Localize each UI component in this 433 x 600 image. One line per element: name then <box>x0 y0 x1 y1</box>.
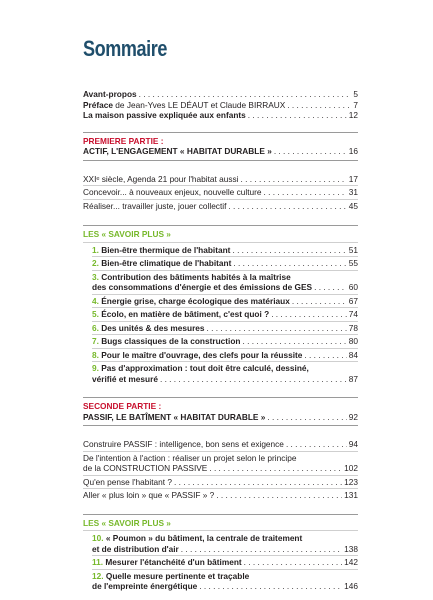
savoir-plus-list <box>83 245 358 385</box>
dot-leader <box>228 201 346 212</box>
toc-entry-xxie-siecle[interactable] <box>83 174 358 185</box>
entry-label-bold: La maison passive expliquée aux enfants <box>83 110 246 120</box>
toc-entry-preface[interactable] <box>83 100 358 111</box>
dot-leader <box>209 463 342 474</box>
entry-label: Réaliser... travailler juste, jouer collectif <box>83 200 227 211</box>
toc-entry-savoir-6[interactable]: 6. Des unités & des mesures . . . 78 <box>92 323 358 334</box>
entry-label: de Jean-Yves LE DÉAUT et Claude BIRRAUX <box>112 99 286 110</box>
dot-leader <box>244 557 343 568</box>
dot-leader <box>286 439 347 450</box>
dot-leader <box>233 258 346 269</box>
toc-entry-construire-passif[interactable]: Construire PASSIF : intelligence, bon sens et exigence . . . 94 <box>83 439 358 450</box>
row-divider <box>92 569 358 570</box>
dot-leader <box>287 100 351 111</box>
dot-leader <box>160 374 347 385</box>
table-of-contents <box>83 89 358 592</box>
savoir-plus-header: LES « SAVOIR PLUS » <box>83 517 171 528</box>
dot-leader <box>181 544 342 555</box>
toc-entry-habitant[interactable]: Qu'en pense l'habitant ? . . . 123 <box>83 477 358 488</box>
savoir-plus-header: LES « SAVOIR PLUS » <box>83 229 171 239</box>
dot-leader <box>271 309 347 320</box>
page-number: 31 <box>348 187 358 197</box>
entry-label: PASSIF, LE BATÎMENT « HABITAT DURABLE » <box>83 411 266 422</box>
dot-leader <box>139 89 352 100</box>
toc-entry-maison-passive-enfants[interactable] <box>83 110 358 121</box>
dot-leader <box>314 282 347 293</box>
toc-entry-savoir-3[interactable]: 3. Contribution des bâtiments habités à la maîtrise des consommations d'énergie et des émissions de GES . . . 60 <box>92 272 358 293</box>
row-divider <box>83 242 358 243</box>
section-divider <box>83 514 358 515</box>
dot-leader <box>199 581 342 592</box>
toc-entry-part1-title[interactable] <box>83 146 358 157</box>
row-divider <box>92 334 358 335</box>
dot-leader <box>207 323 347 334</box>
dot-leader <box>274 146 347 157</box>
toc-entry-savoir-10[interactable]: 10. « Poumon » du bâtiment, la centrale de traitement et de distribution d'air . . . 138 <box>92 533 358 554</box>
row-divider <box>92 307 358 308</box>
page-number: 16 <box>348 146 358 156</box>
page-number: 17 <box>348 173 358 184</box>
row-divider <box>92 555 358 556</box>
toc-entry-savoir-5[interactable]: 5. Écolo, en matière de bâtiment, c'est quoi ? . . . 74 <box>92 309 358 320</box>
toc-entry-savoir-12[interactable]: 12. Quelle mesure pertinente et traçable de l'empreinte énergétique . . . 146 <box>92 571 358 592</box>
row-divider <box>92 348 358 349</box>
dot-leader <box>292 296 347 307</box>
row-divider <box>83 475 358 476</box>
dot-leader <box>264 187 347 198</box>
page-number: 12 <box>348 110 358 120</box>
toc-entry-realiser[interactable] <box>83 201 358 212</box>
page-number: 45 <box>348 200 358 211</box>
row-divider <box>92 270 358 271</box>
entry-label-bold: Préface <box>83 99 113 110</box>
row-divider <box>92 361 358 362</box>
dot-leader <box>304 350 346 361</box>
toc-entry-savoir-4[interactable]: 4. Énergie grise, charge écologique des matériaux . . . 67 <box>92 296 358 307</box>
row-divider <box>83 530 358 531</box>
entry-label: Concevoir... à nouveaux enjeux, nouvelle culture <box>83 187 262 197</box>
toc-entry-savoir-1[interactable]: 1. Bien-être thermique de l'habitant . . . 51 <box>92 245 358 256</box>
toc-entry-savoir-7[interactable]: 7. Bugs classiques de la construction . . . 80 <box>92 336 358 347</box>
savoir-plus-list <box>83 533 358 592</box>
dot-leader <box>242 336 346 347</box>
row-divider <box>83 451 358 452</box>
dot-leader <box>248 110 347 121</box>
row-divider <box>92 321 358 322</box>
toc-entry-savoir-9[interactable]: 9. Pas d'approximation : tout doit être calculé, dessiné, vérifié et mesuré . . . 87 <box>92 363 358 384</box>
dot-leader <box>216 490 342 501</box>
toc-entry-concevoir[interactable] <box>83 187 358 198</box>
page-number: 7 <box>353 99 358 110</box>
toc-entry-savoir-11[interactable]: 11. Mesurer l'étanchéité d'un bâtiment . . . 142 <box>92 557 358 568</box>
entry-label: ACTIF, L'ENGAGEMENT « HABITAT DURABLE » <box>83 146 272 156</box>
section-divider <box>83 132 358 133</box>
toc-entry-part2-title[interactable] <box>83 412 358 423</box>
toc-entry-avant-propos[interactable] <box>83 89 358 100</box>
dot-leader <box>232 245 346 256</box>
entry-label: XXIᵉ siècle, Agenda 21 pour l'habitat aussi <box>83 173 239 184</box>
toc-entry-intention-action[interactable]: De l'intention à l'action : réaliser un projet selon le principe de la CONSTRUCTION PASSIVE . . . 102 <box>83 453 358 474</box>
row-divider <box>83 199 358 200</box>
page-number: 5 <box>353 89 358 99</box>
dot-leader <box>241 174 347 185</box>
row-divider <box>83 185 358 186</box>
dot-leader <box>267 412 346 423</box>
entry-label-bold: Avant-propos <box>83 89 137 99</box>
section-divider <box>83 397 358 398</box>
toc-entry-savoir-2[interactable]: 2. Bien-être climatique de l'habitant . . . 55 <box>92 258 358 269</box>
page-number: 92 <box>348 411 358 422</box>
part2-header: SECONDE PARTIE : <box>83 401 162 411</box>
dot-leader <box>174 477 342 488</box>
row-divider <box>92 294 358 295</box>
section-divider <box>83 225 358 226</box>
row-divider <box>92 256 358 257</box>
row-divider <box>83 488 358 489</box>
toc-entry-savoir-8[interactable]: 8. Pour le maître d'ouvrage, des clefs pour la réussite . . . 84 <box>92 350 358 361</box>
page-title: Sommaire <box>83 36 167 61</box>
part1-header: PREMIERE PARTIE : <box>83 135 164 146</box>
toc-entry-plus-loin[interactable]: Aller « plus loin » que « PASSIF » ? . . . 131 <box>83 490 358 501</box>
